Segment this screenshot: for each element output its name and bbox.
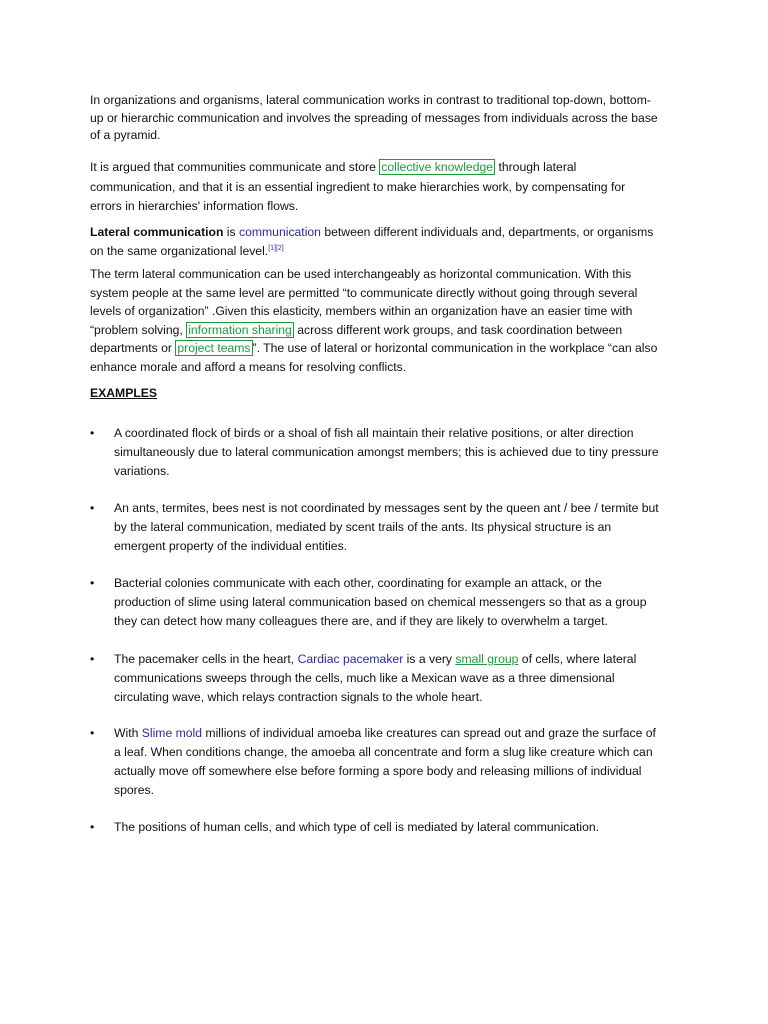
text: Bacterial colonies communicate with each other, coordinating for example an attack, or the (114, 576, 602, 590)
text: errors in hierarchies' information flows. (90, 199, 299, 213)
lateral-term: Lateral communication (90, 225, 224, 239)
text: they can detect how many colleagues there are, and if they are likely to overwhelm a target. (114, 614, 608, 628)
project-teams-link[interactable]: project teams (177, 341, 251, 356)
bullet-marker: • (90, 426, 95, 440)
intro-line: of a pyramid. (90, 128, 161, 142)
collective-knowledge-link[interactable]: collective knowledge (381, 160, 494, 174)
text: between different individuals and, departments, or organisms (320, 225, 654, 239)
communication-link[interactable]: communication (239, 225, 321, 239)
bullet-text (114, 574, 690, 631)
text: by the lateral communication, mediated by scent trails of the ants. Its physical structure is an (114, 520, 612, 534)
text: millions of individual amoeba like creatures can spread out and graze the surface of (202, 726, 656, 740)
bullet-text (114, 499, 690, 556)
bullet-marker: • (90, 501, 95, 515)
text: A coordinated flock of birds or a shoal of fish all maintain their relative positions, or alter direction (114, 426, 634, 440)
bullet-text (114, 818, 690, 837)
text: The positions of human cells, and which type of cell is mediated by lateral communication. (114, 820, 600, 834)
information-sharing-link[interactable]: information sharing (188, 322, 292, 337)
bullet-marker: • (90, 652, 95, 666)
intro-paragraph (90, 92, 690, 145)
text: a leaf. When conditions change, the amoeba all concentrate and form a slug like creature which can (114, 745, 653, 759)
text: system people at the same level are permitted “to communicate directly without going through several (90, 285, 638, 300)
text: actually move off somewhere else before forming a spore body and releasing millions of individual (114, 764, 642, 778)
intro-line: up or hierarchic communication and involves the spreading of messages from individuals across the base (90, 110, 658, 125)
text: It is argued that communities communicate and store (90, 160, 380, 174)
text: variations. (114, 464, 170, 478)
bullet-marker: • (90, 820, 95, 834)
text: The term lateral communication can be used interchangeably as horizontal communication. With this (90, 267, 632, 281)
bullet-marker: • (90, 726, 95, 740)
text: ”. The use of lateral or horizontal communication in the workplace “can also (252, 341, 658, 356)
text: is a very (403, 652, 456, 666)
bullet-text (114, 424, 690, 481)
slime-mold-link[interactable]: Slime mold (141, 726, 203, 740)
text: across different work groups, and task coordination between (293, 322, 623, 337)
bullet-text (114, 724, 690, 800)
text: on the same organizational level. (90, 244, 269, 258)
bullet-marker: • (90, 576, 95, 590)
text: communications sweeps through the cells, much like a Mexican wave as a three dimensional (114, 671, 615, 685)
reference-links[interactable]: [1][2] (268, 244, 284, 252)
bullet-text (114, 650, 690, 707)
text: levels of organization” .Given this elasticity, members within an organization have an easier time with (90, 304, 633, 319)
text: communication, and that it is an essential ingredient to make hierarchies work, by compensating for (90, 179, 626, 194)
text: departments or (90, 341, 176, 356)
intro-line: In organizations and organisms, lateral communication works in contrast to traditional top-down, bottom- (90, 93, 651, 107)
horizontal-paragraph (90, 265, 690, 377)
text: of cells, where lateral (518, 652, 637, 666)
collective-knowledge-paragraph (90, 158, 690, 217)
text: circulating wave, which relays contraction signals to the whole heart. (114, 690, 483, 704)
text: spores. (114, 783, 154, 797)
cardiac-pacemaker-link[interactable]: Cardiac pacemaker (297, 652, 404, 666)
text: through lateral (495, 160, 577, 174)
text: “problem solving, (90, 322, 187, 337)
text: is (223, 225, 239, 239)
text: simultaneously due to lateral communication amongst members; this is achieved due to tiny pressure (114, 445, 659, 459)
text: With (114, 726, 142, 740)
small-group-link[interactable]: small group (455, 652, 519, 666)
text: emergent property of the individual entities. (114, 539, 348, 553)
text: production of slime using lateral communication based on chemical messengers so that as a group (114, 595, 647, 609)
examples-heading: EXAMPLES (90, 386, 158, 400)
text: An ants, termites, bees nest is not coordinated by messages sent by the queen ant / bee / termite but (114, 501, 659, 515)
text: The pacemaker cells in the heart, (114, 652, 298, 666)
text: enhance morale and afford a means for resolving conflicts. (90, 359, 407, 374)
lateral-definition-paragraph (90, 223, 690, 261)
